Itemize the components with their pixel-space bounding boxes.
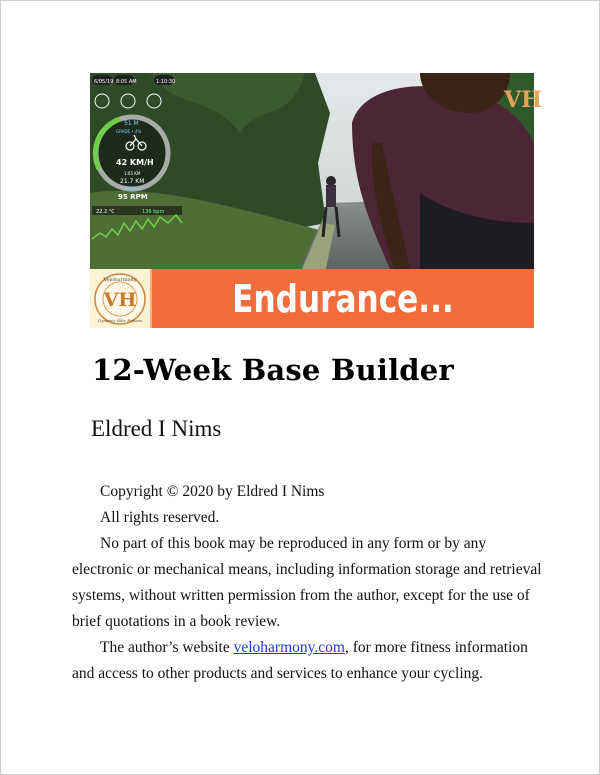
author-name: Eldred I Nims — [91, 416, 222, 441]
svg-text:1:05 KM: 1:05 KM — [124, 171, 141, 176]
svg-text:42 KM/H: 42 KM/H — [116, 158, 154, 167]
website-paragraph — [72, 635, 542, 687]
cyclist-photo — [90, 73, 542, 269]
svg-text:136 bpm: 136 bpm — [142, 209, 165, 215]
watermark-logo: VH — [504, 87, 542, 113]
svg-text:22.2 °C: 22.2 °C — [96, 209, 115, 215]
book-title: 12-Week Base Builder — [92, 353, 454, 387]
website-suffix: , for more fitness information and access to other products and services to enhance your cycling. — [72, 639, 528, 682]
svg-text:6/05/19: 6/05/19 — [94, 79, 114, 85]
copyright-line: Copyright © 2020 by Eldred I Nims — [100, 483, 325, 500]
svg-text:GRADE • 4%: GRADE • 4% — [116, 129, 142, 134]
svg-text:1:10:30: 1:10:30 — [156, 79, 176, 85]
cover-image — [90, 73, 542, 328]
reproduction-notice: No part of this book may be reproduced in any form or by any electronic or mechanical means, including information storage and retrieval systems, without written permission from the author, except for the use of brief quotations in a book review. — [72, 535, 542, 630]
svg-text:Dynamic Bike Fitness: Dynamic Bike Fitness — [97, 317, 143, 323]
title-banner — [90, 269, 534, 328]
website-link[interactable]: veloharmony.com — [233, 639, 345, 656]
svg-text:CADENCE: CADENCE — [122, 186, 142, 191]
svg-text:95 RPM: 95 RPM — [118, 193, 148, 201]
website-prefix: The author’s website — [100, 639, 234, 656]
svg-text:Veloharmony: Veloharmony — [103, 276, 137, 283]
svg-text:21.7 KM: 21.7 KM — [120, 178, 145, 185]
svg-text:51 M: 51 M — [124, 120, 139, 127]
logo-emblem-icon — [93, 272, 147, 326]
banner-title: Endurance... — [232, 276, 454, 321]
copyright-section — [72, 479, 542, 687]
svg-text:VH: VH — [103, 288, 137, 311]
rights-line: All rights reserved. — [100, 509, 220, 526]
veloharmony-logo — [90, 269, 152, 328]
svg-text:8:05 AM: 8:05 AM — [116, 79, 137, 85]
